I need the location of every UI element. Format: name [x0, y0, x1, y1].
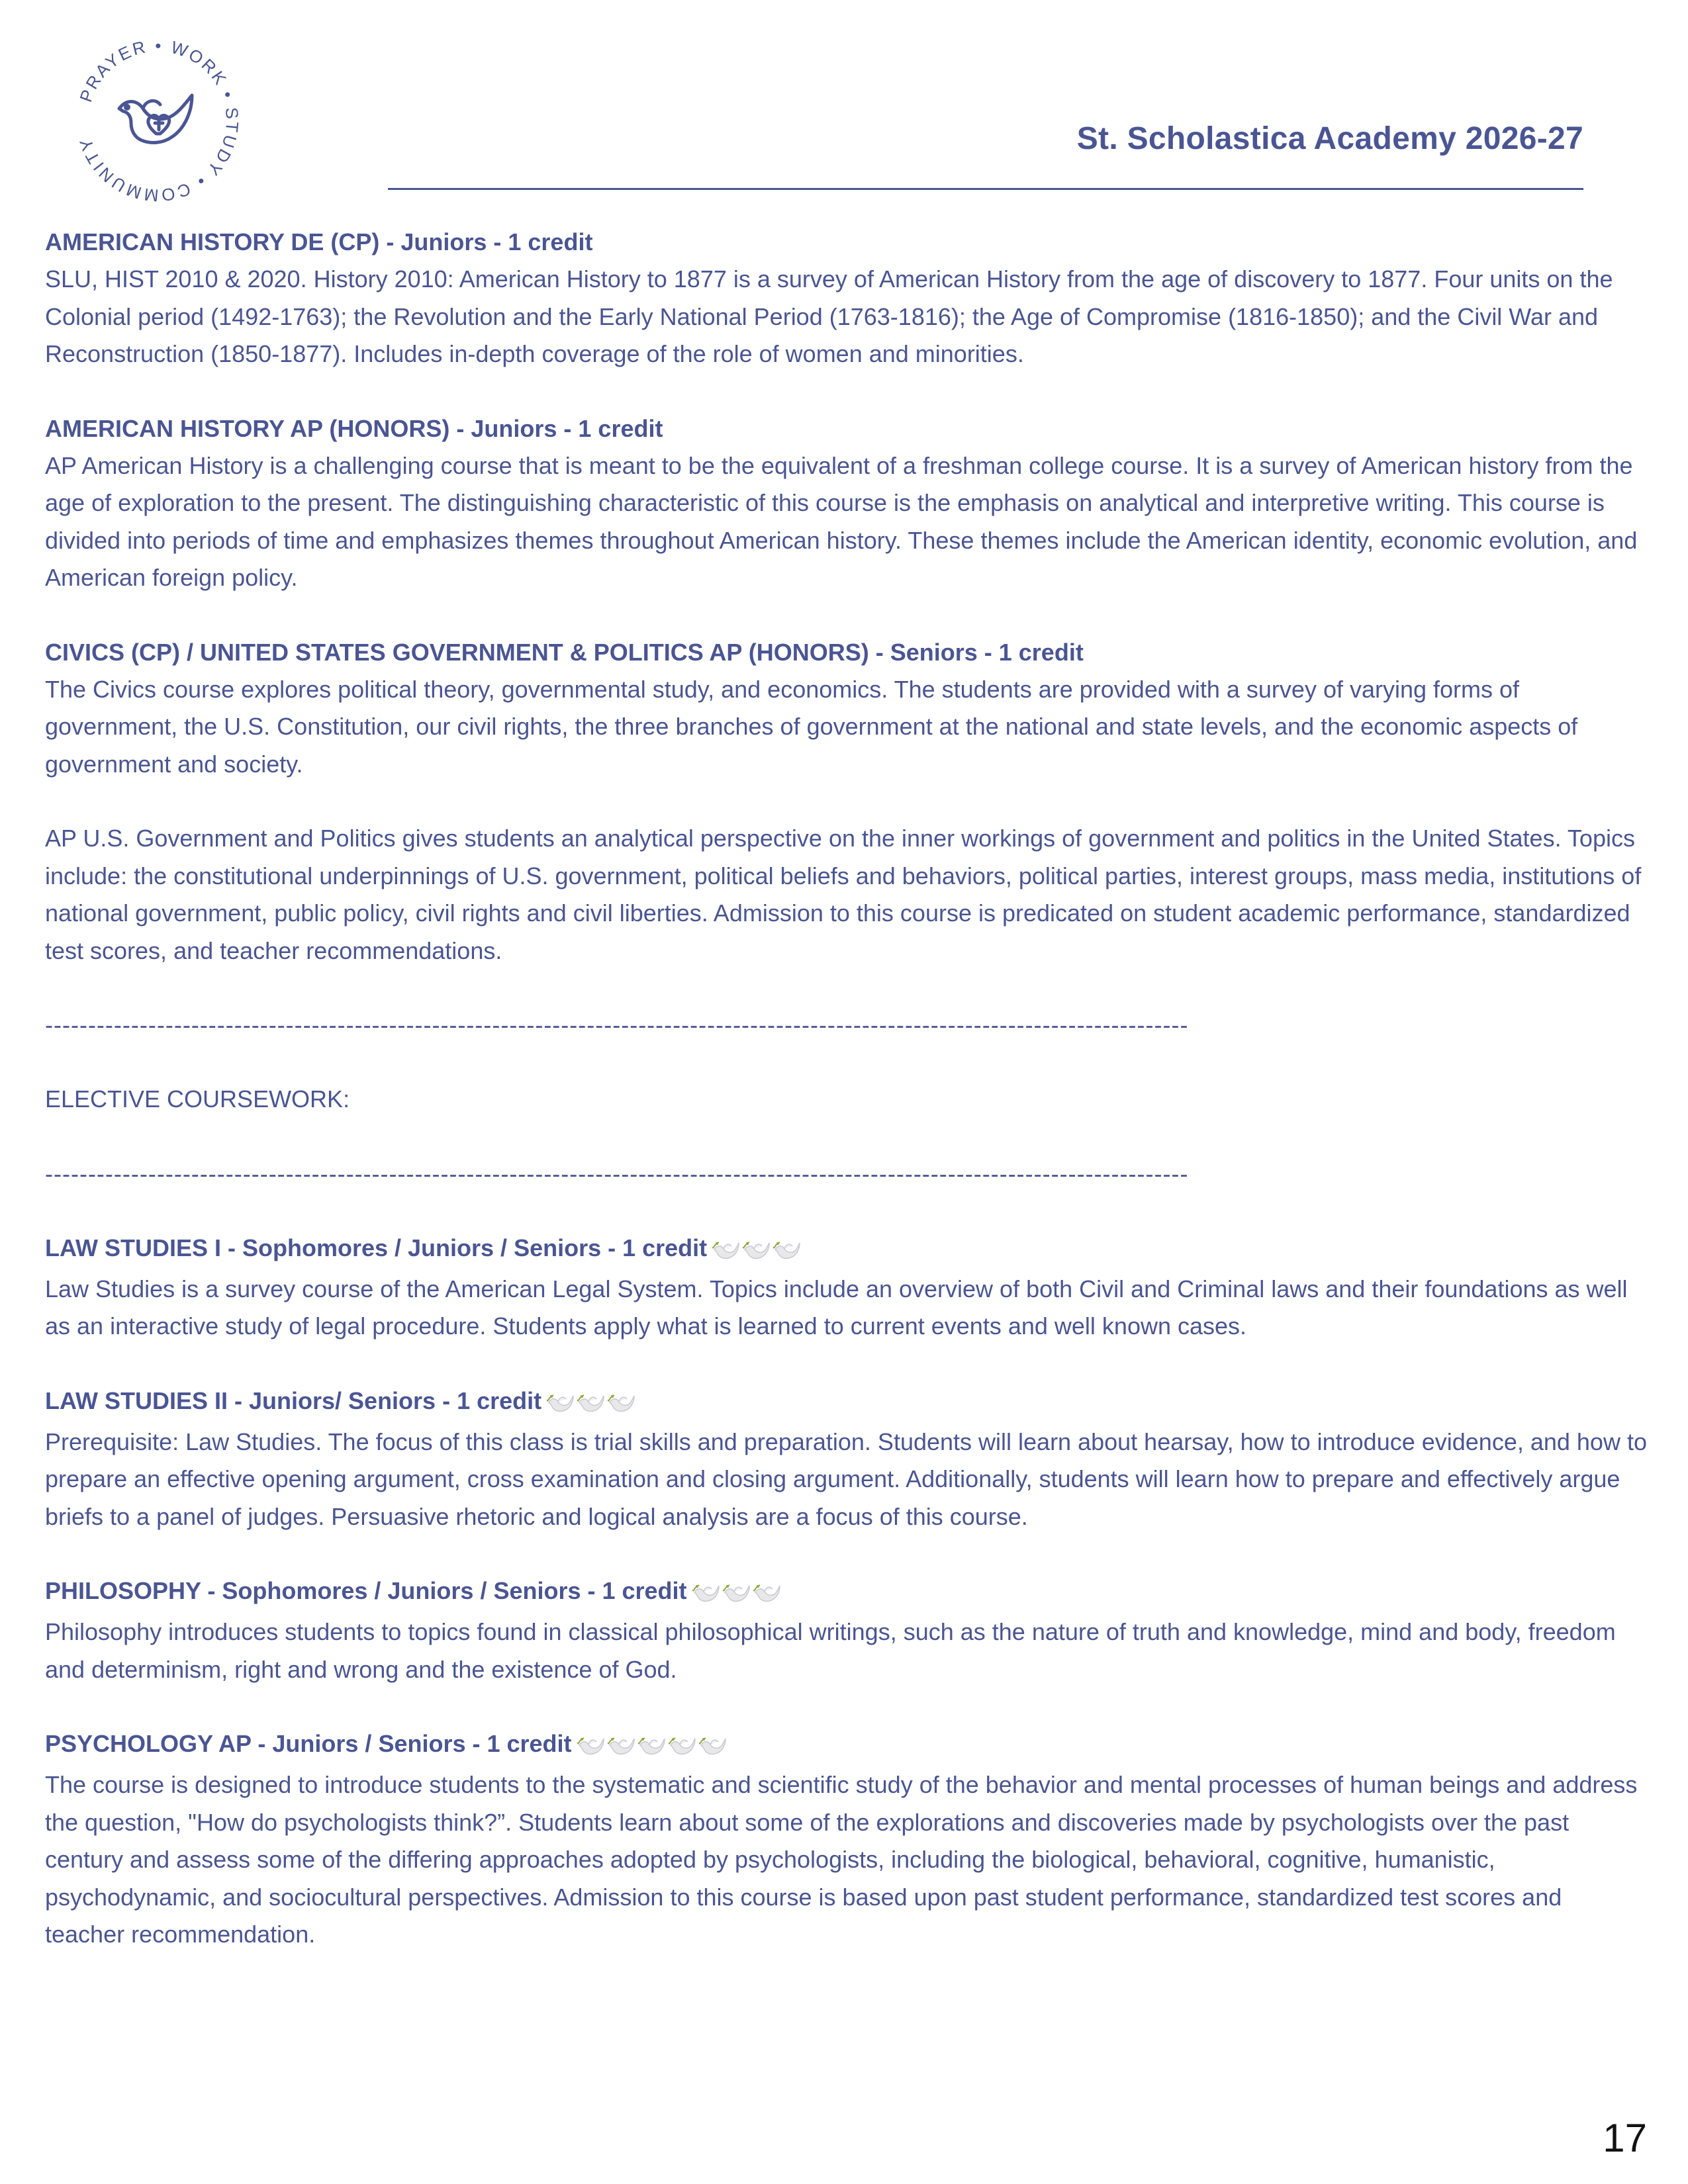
- course-heading-row: [45, 1572, 1647, 1614]
- course-catalog-content: [45, 224, 1647, 1991]
- course-heading-row: [45, 1383, 1647, 1424]
- dove-icon: [753, 1576, 781, 1600]
- dashed-divider: -------------------------------------------------------------------------------------------------------------------------------------: [45, 1011, 1189, 1038]
- dove-rating: [712, 1234, 804, 1271]
- course-heading: AMERICAN HISTORY DE (CP) - Juniors - 1 credit: [45, 228, 593, 255]
- dove-icon: [723, 1576, 751, 1600]
- course-description: Prerequisite: Law Studies. The focus of this class is trial skills and preparation. Students will learn about hearsay, how to introduce evidence, and how to prepare an effective opening argument, cross examination and closing argument. Additionally, students will learn how to prepare and effectively argue briefs to a panel of judges. Persuasive rhetoric and logical analysis are a focus of this course.: [45, 1428, 1647, 1530]
- course-description-extra: AP U.S. Government and Politics gives students an analytical perspective on the inner workings of government and politics in the United States. Topics include: the constitutional underpinnings of U.S. government, political beliefs and behaviors, political parties, interest groups, mass media, institutions of national government, public policy, civil rights and civil liberties. Admission to this course is predicated on student academic performance, standardized test scores, and teacher recommendations.: [45, 825, 1642, 964]
- logo-ring-text: PRAYER • WORK • STUDY • COMMUNITY: [75, 35, 243, 206]
- course-heading: LAW STUDIES II - Juniors/ Seniors - 1 credit: [45, 1387, 542, 1414]
- course-section: [45, 224, 1647, 373]
- course-heading: LAW STUDIES I - Sophomores / Juniors / Seniors - 1 credit: [45, 1234, 708, 1261]
- dove-rating: [577, 1729, 729, 1766]
- course-section: [45, 1725, 1647, 1954]
- course-description: SLU, HIST 2010 & 2020. History 2010: American History to 1877 is a survey of American History from the age of discovery to 1877. Four units on the Colonial period (1492-1763); the Revolution and the Early National Period (1763-1816); the Age of Compromise (1816-1850); and the Civil War and Reconstruction (1850-1877). Includes in-depth coverage of the role of women and minorities.: [45, 265, 1613, 367]
- course-description: Philosophy introduces students to topics found in classical philosophical writings, such as the nature of truth and knowledge, mind and body, freedom and determinism, right and wrong and the existence of God.: [45, 1618, 1616, 1683]
- header-divider: [388, 188, 1583, 190]
- course-section: [45, 410, 1647, 597]
- course-section: [45, 1572, 1647, 1688]
- page-number: 17: [1603, 2116, 1647, 2160]
- dove-icon: [577, 1387, 605, 1410]
- dove-icon: [712, 1234, 740, 1257]
- dove-icon: [669, 1729, 696, 1753]
- course-section: [45, 1383, 1647, 1536]
- course-description: AP American History is a challenging course that is meant to be the equivalent of a freshman college course. It is a survey of American history from the age of exploration to the present. The distinguishing characteristic of this course is the emphasis on analytical and interpretive writing. This course is divided into periods of time and emphasizes themes throughout American history. These themes include the American identity, economic evolution, and American foreign policy.: [45, 451, 1638, 591]
- paragraph-gap: [45, 1118, 1647, 1156]
- course-heading: AMERICAN HISTORY AP (HONORS) - Juniors - 1 credit: [45, 414, 663, 442]
- paragraph-gap: [45, 1193, 1647, 1230]
- course-description: Law Studies is a survey course of the American Legal System. Topics include an overview of both Civil and Criminal laws and their foundations as well as an interactive study of legal procedure. Students apply what is learned to current events and well known cases.: [45, 1275, 1628, 1340]
- dove-icon: [547, 1387, 575, 1410]
- dove-icon: [699, 1729, 727, 1753]
- paragraph-gap: [45, 783, 1647, 820]
- dove-icon: [577, 1729, 605, 1753]
- school-logo: [71, 34, 244, 206]
- dove-icon: [773, 1234, 801, 1257]
- dashed-divider: -------------------------------------------------------------------------------------------------------------------------------------: [45, 1160, 1189, 1187]
- page-header-title: St. Scholastica Academy 2026-27: [1076, 121, 1583, 156]
- course-heading-row: [45, 1230, 1647, 1271]
- dove-icon: [638, 1729, 666, 1753]
- dove-icon: [608, 1387, 635, 1410]
- dove-icon: [743, 1234, 771, 1257]
- course-description: The Civics course explores political theory, governmental study, and economics. The students are provided with a survey of varying forms of government, the U.S. Constitution, our civil rights, the three branches of government at the national and state levels, and the economic aspects of government and society.: [45, 675, 1578, 778]
- course-heading-row: [45, 1725, 1647, 1766]
- dove-with-cross-heart-icon: [119, 95, 192, 142]
- course-heading: PHILOSOPHY - Sophomores / Juniors / Seniors - 1 credit: [45, 1577, 687, 1604]
- dove-icon: [692, 1576, 720, 1600]
- elective-coursework-label: ELECTIVE COURSEWORK:: [45, 1085, 350, 1113]
- course-heading: CIVICS (CP) / UNITED STATES GOVERNMENT & POLITICS AP (HONORS) - Seniors - 1 credit: [45, 638, 1084, 666]
- course-section: [45, 1230, 1647, 1345]
- dove-icon: [608, 1729, 635, 1753]
- course-description: The course is designed to introduce students to the systematic and scientific study of the behavior and mental processes of human beings and address the question, "How do psychologists think?”. Students learn about some of the explorations and discoveries made by psychologists over the past century and assess some of the differing approaches adopted by psychologists, including the biological, behavioral, cognitive, humanistic, psychodynamic, and sociocultural perspectives. Admission to this course is based upon past student performance, standardized test scores and teacher recommendation.: [45, 1771, 1638, 1948]
- school-seal-icon: [71, 34, 244, 206]
- paragraph-gap: [45, 1044, 1647, 1081]
- dove-rating: [692, 1576, 784, 1614]
- dove-rating: [547, 1387, 638, 1424]
- course-heading: PSYCHOLOGY AP - Juniors / Seniors - 1 credit: [45, 1730, 572, 1757]
- course-section: [45, 634, 1647, 970]
